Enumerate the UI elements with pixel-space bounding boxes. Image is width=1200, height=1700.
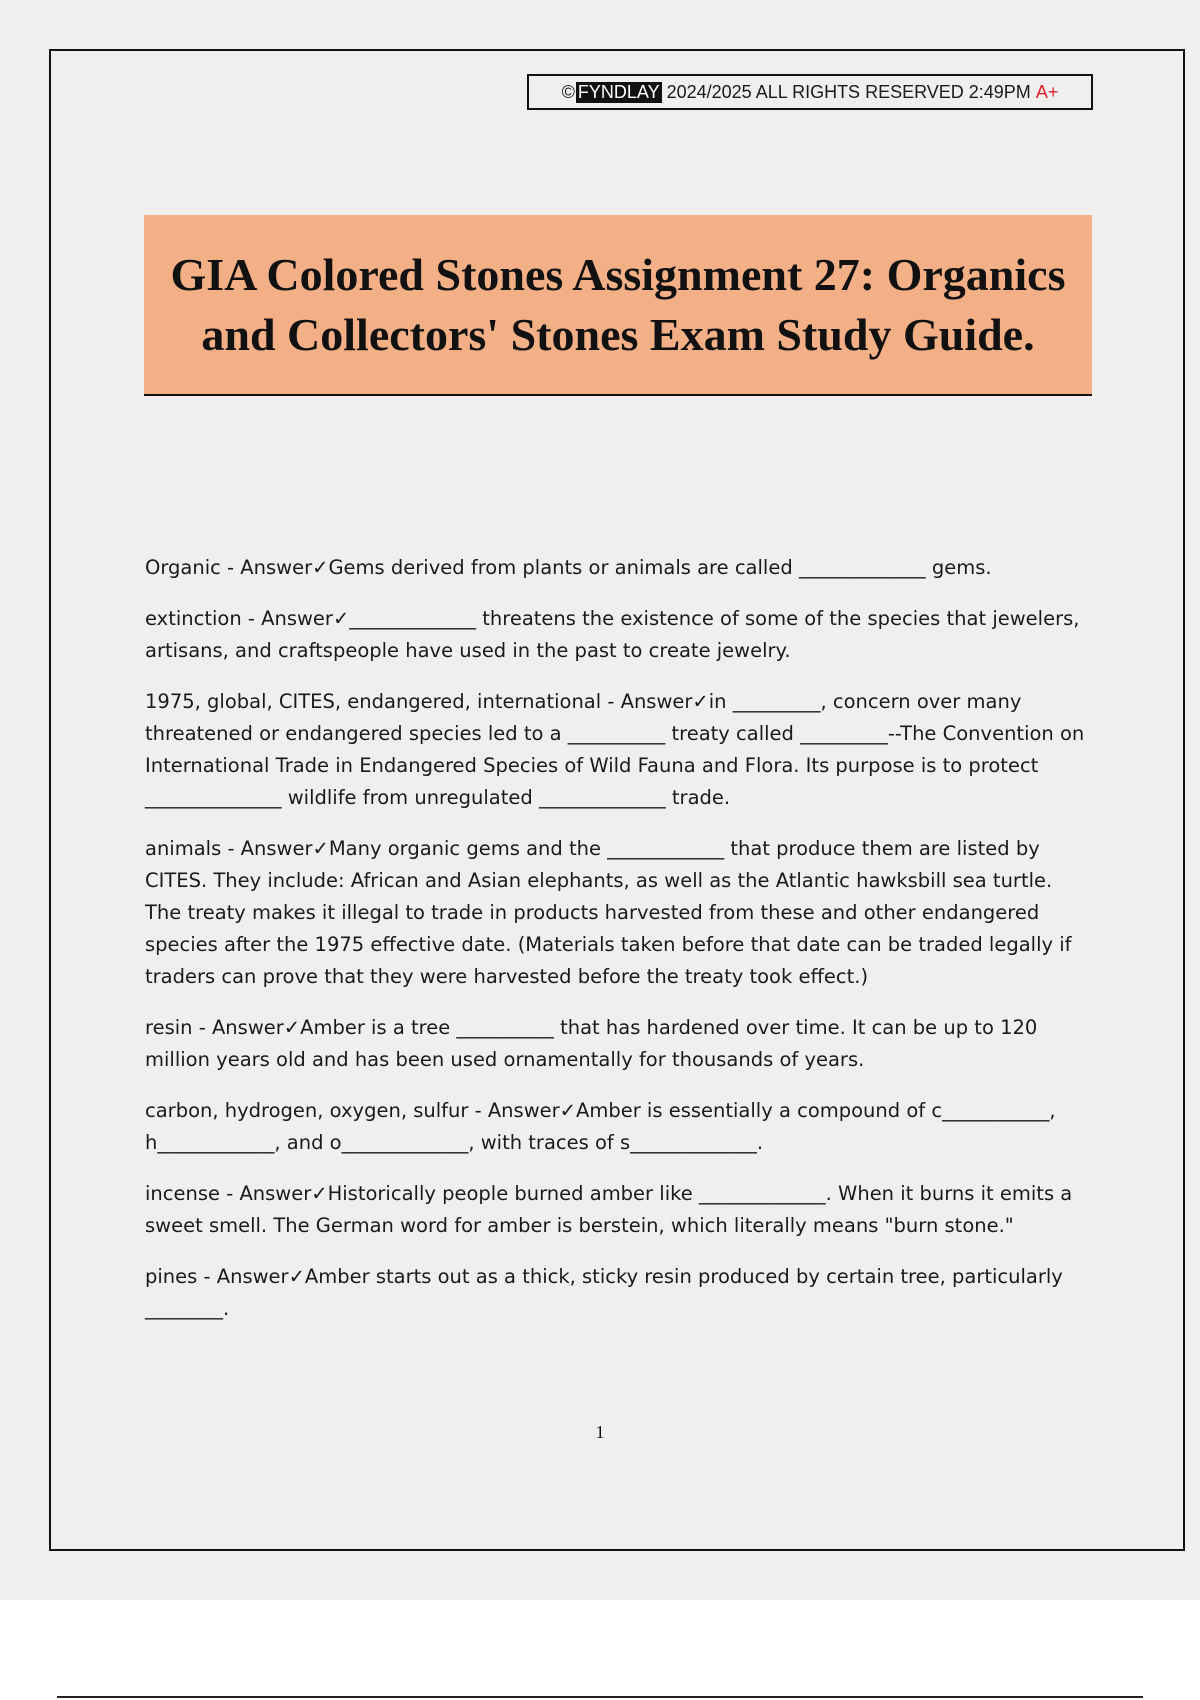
copyright-header — [527, 74, 1093, 110]
next-page-divider — [57, 1696, 1143, 1698]
document-title: GIA Colored Stones Assignment 27: Organics and Collectors' Stones Exam Study Guide. — [170, 248, 1066, 360]
copyright-symbol: © — [561, 81, 575, 102]
copyright-text: 2024/2025 ALL RIGHTS RESERVED 2:49PM — [666, 81, 1031, 102]
qa-item: carbon, hydrogen, oxygen, sulfur - Answer✓Amber is essentially a compound of c___________, h____________, and o_____________, with traces of s_____________. — [145, 1099, 1056, 1154]
grade-badge: A+ — [1035, 81, 1059, 102]
qa-item: pines - Answer✓Amber starts out as a thick, sticky resin produced by certain tree, particularly ________. — [145, 1265, 1063, 1320]
qa-item: 1975, global, CITES, endangered, international - Answer✓in _________, concern over many threatened or endangered species led to a __________ treaty called _________--The Convention on International Trade in Endangered Species of Wild Fauna and Flora. Its purpose is to protect ______________ wildlife from unregulated _____________ trade. — [145, 690, 1085, 809]
question-answer-list — [145, 552, 1085, 1344]
page-number: 1 — [595, 1422, 605, 1442]
qa-item: Organic - Answer✓Gems derived from plants or animals are called _____________ gems. — [145, 556, 992, 579]
title-banner — [144, 215, 1092, 396]
qa-item: incense - Answer✓Historically people burned amber like _____________. When it burns it emits a sweet smell. The German word for amber is berstein, which literally means "burn stone." — [145, 1182, 1073, 1237]
author-name-highlight: FYNDLAY — [577, 81, 660, 102]
qa-item: animals - Answer✓Many organic gems and the ____________ that produce them are listed by CITES. They include: African and Asian elephants, as well as the Atlantic hawksbill sea turtle. The treaty makes it illegal to trade in products harvested from these and other endangered species after the 1975 effective date. (Materials taken before that date can be traded legally if traders can prove that they were harvested before the treaty took effect.) — [145, 837, 1072, 988]
page-frame — [49, 49, 1185, 1551]
qa-item: extinction - Answer✓_____________ threatens the existence of some of the species that jewelers, artisans, and craftspeople have used in the past to create jewelry. — [145, 607, 1080, 662]
qa-item: resin - Answer✓Amber is a tree __________ that has hardened over time. It can be up to 120 million years old and has been used ornamentally for thousands of years. — [145, 1016, 1038, 1071]
